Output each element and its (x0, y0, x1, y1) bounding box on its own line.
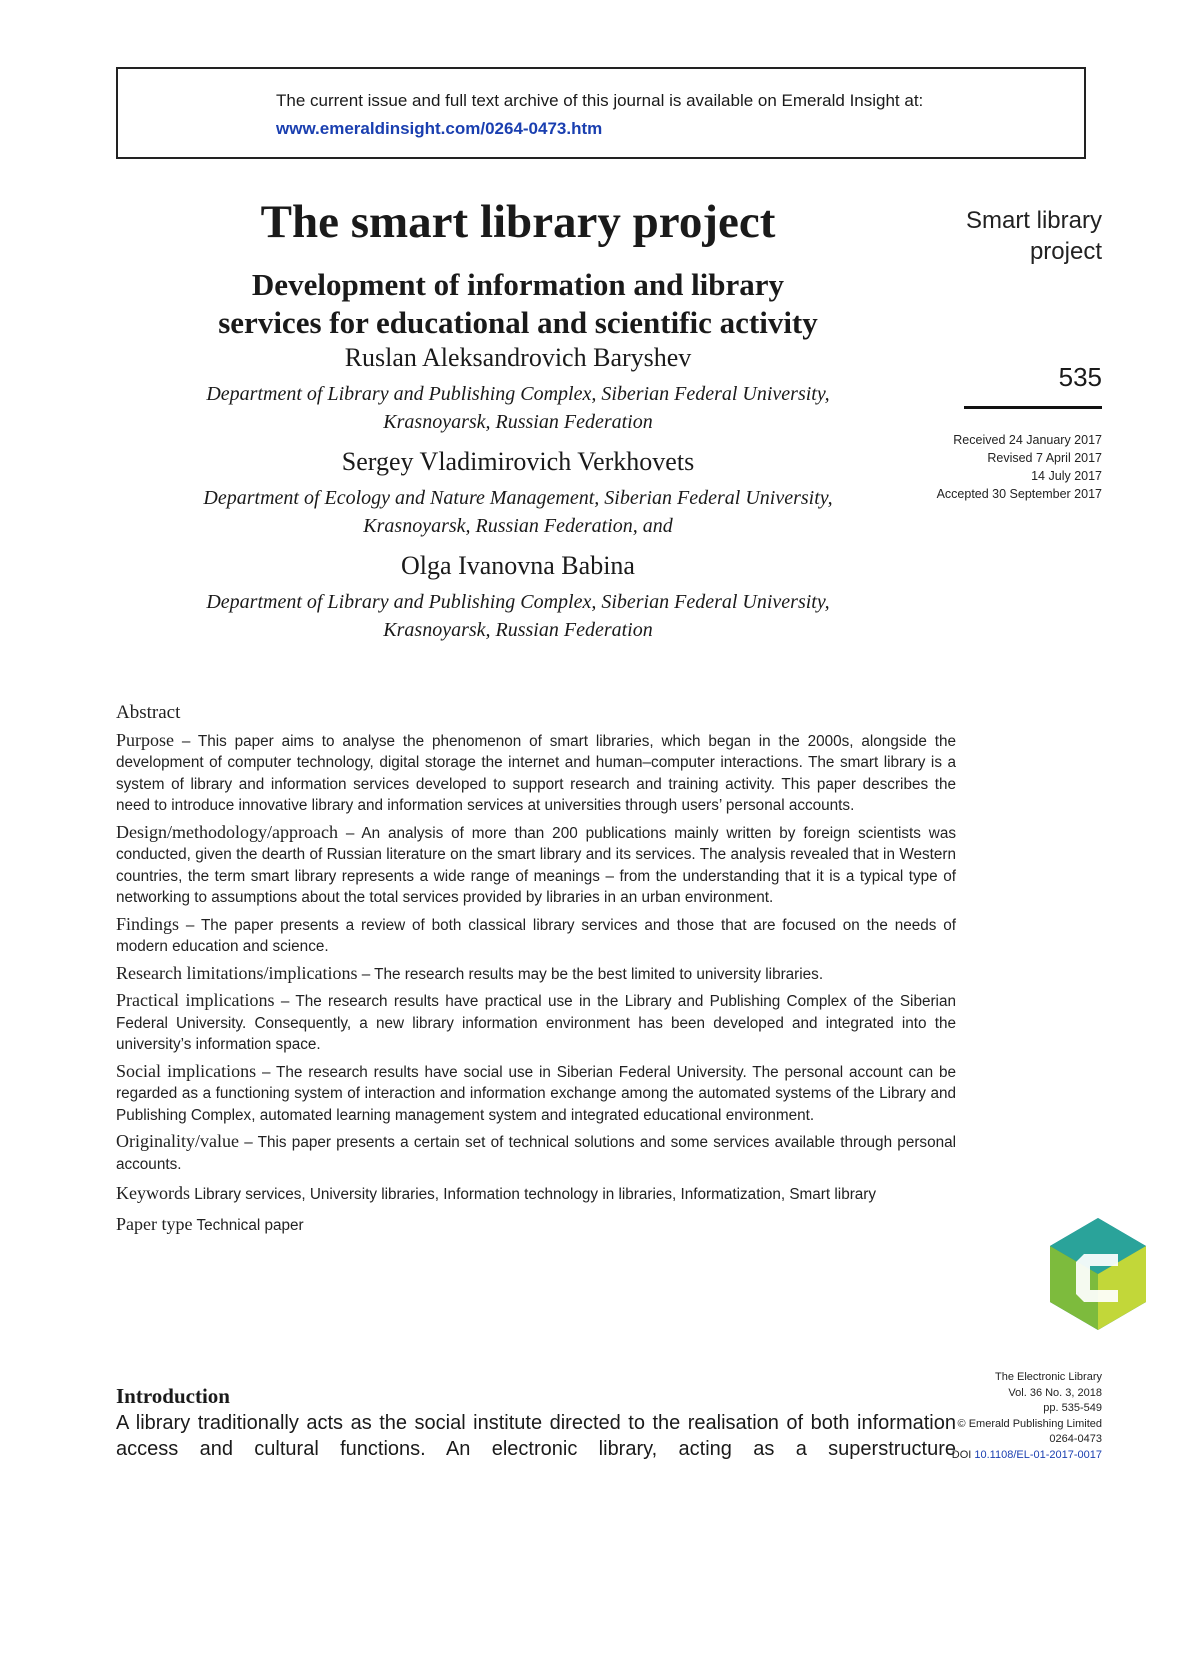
abstract-practical (116, 990, 956, 1056)
article-dates (937, 431, 1102, 503)
abstract-text: – The research results may be the best limited to university libraries. (357, 965, 824, 983)
affiliation-line: Krasnoyarsk, Russian Federation (383, 619, 653, 641)
margin-divider (964, 406, 1102, 409)
article-subtitle (120, 266, 916, 342)
abstract-paper-type (116, 1214, 956, 1237)
abstract-limitations (116, 963, 956, 986)
affiliation-line: Department of Library and Publishing Complex, Siberian Federal University, (206, 383, 830, 405)
journal-volume: Vol. 36 No. 3, 2018 (1008, 1386, 1102, 1399)
abstract-label: Design/methodology/approach (116, 821, 338, 842)
abstract-text: – The research results have social use in Siberian Federal University. The personal account can be regarded as a functioning system of interaction and information exchange among the automated systems of the Library and Publishing Complex, automated learning management system and integrated educational environment. (116, 1063, 956, 1124)
abstract-label: Paper type (116, 1213, 193, 1234)
abstract-design (116, 822, 956, 909)
article-title: The smart library project (260, 196, 776, 248)
affiliation-line: Krasnoyarsk, Russian Federation, and (363, 515, 673, 537)
abstract-label: Keywords (116, 1183, 190, 1203)
revised-date: 14 July 2017 (1031, 469, 1102, 483)
doi-label: DOI (951, 1448, 972, 1461)
abstract-text: Technical paper (192, 1216, 304, 1234)
abstract-label: Research limitations/implications (116, 962, 358, 983)
running-head (966, 205, 1102, 267)
revised-date: Revised 7 April 2017 (987, 451, 1102, 465)
journal-doi (952, 1448, 1102, 1464)
author-affiliation (120, 380, 916, 436)
abstract-text: – This paper aims to analyse the phenomenon of smart libraries, which began in the 2000s, alongside the development of computer technology, digital storage the internet and human–computer interactions. The smart library is a system of library and information services developed to support research and training activity. This paper describes the need to introduce innovative library and information services at universities through users’ personal accounts. (116, 732, 956, 814)
running-head-line: Smart library (965, 207, 1102, 234)
author-name: Ruslan Aleksandrovich Baryshev (344, 343, 692, 372)
journal-copyright: © Emerald Publishing Limited (957, 1417, 1102, 1430)
author-name: Sergey Vladimirovich Verkhovets (341, 447, 695, 476)
journal-pages: pp. 535-549 (1043, 1402, 1102, 1414)
emerald-logo-icon (1050, 1218, 1146, 1330)
subtitle-line: Development of information and library (251, 267, 785, 302)
introduction-text: A library traditionally acts as the social institute directed to the realisation of both information access and cultural functions. An electronic library, acting as a superstructure (116, 1412, 956, 1460)
journal-issn: 0264-0473 (1049, 1433, 1102, 1445)
abstract-label: Social implications (116, 1060, 257, 1081)
abstract-text: – An analysis of more than 200 publications mainly written by foreign scientists was conducted, given the dearth of Russian literature on the smart library and its services. The analysis revealed that in Western countries, the term smart library represents a wide range of meanings – from the understanding that it is a typical type of networking to assumptions about the total services provided by libraries in an urban environment. (116, 824, 956, 906)
abstract-text: – This paper presents a certain set of technical solutions and some services available through personal accounts. (116, 1134, 956, 1173)
notice-text: The current issue and full text archive of this journal is available on Emerald Insight at: (276, 91, 924, 110)
affiliation-line: Department of Library and Publishing Complex, Siberian Federal University, (206, 591, 830, 613)
page-number: 535 (1058, 362, 1102, 392)
journal-imprint (952, 1370, 1102, 1463)
abstract-originality (116, 1131, 956, 1175)
affiliation-line: Department of Ecology and Nature Management, Siberian Federal University, (203, 487, 833, 509)
abstract-heading: Abstract (116, 702, 181, 723)
abstract-label: Purpose (116, 729, 174, 750)
abstract-section (116, 702, 956, 1241)
abstract-text: – The paper presents a review of both classical library services and those that are focused on the needs of modern education and science. (116, 916, 956, 955)
abstract-label: Originality/value (116, 1131, 239, 1151)
abstract-label: Findings (116, 913, 180, 934)
author-name: Olga Ivanovna Babina (401, 551, 635, 580)
journal-name: The Electronic Library (995, 1371, 1102, 1383)
abstract-text: Library services, University libraries, Information technology in libraries, Informatization, Smart library (190, 1186, 877, 1203)
accepted-date: Accepted 30 September 2017 (936, 487, 1102, 501)
author-affiliation (120, 588, 916, 644)
abstract-findings (116, 914, 956, 958)
abstract-label: Practical implications (116, 990, 275, 1010)
journal-notice-box (116, 67, 1086, 159)
author-affiliation (120, 484, 916, 540)
journal-url-link[interactable]: www.emeraldinsight.com/0264-0473.htm (276, 119, 603, 138)
subtitle-line: services for educational and scientific activity (218, 305, 818, 340)
running-head-line: project (1029, 238, 1102, 265)
abstract-social (116, 1061, 956, 1127)
affiliation-line: Krasnoyarsk, Russian Federation (383, 411, 653, 433)
abstract-purpose (116, 730, 956, 817)
abstract-keywords (116, 1183, 956, 1206)
received-date: Received 24 January 2017 (953, 433, 1102, 447)
doi-link[interactable]: 10.1108/EL-01-2017-0017 (974, 1448, 1102, 1461)
abstract-text: – The research results have practical use in the Library and Publishing Complex of the Siberian Federal University. Consequently, a new library information environment has been developed and integrated into the university’s information space. (116, 993, 956, 1053)
introduction-heading: Introduction (116, 1384, 230, 1408)
